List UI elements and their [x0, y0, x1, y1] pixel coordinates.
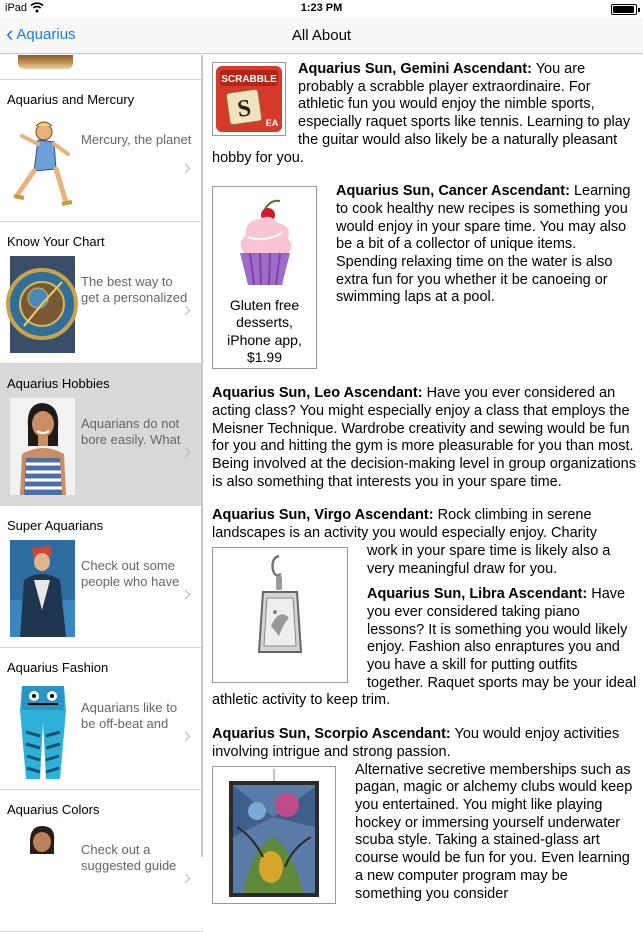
chevron-right-icon — [181, 164, 191, 174]
paragraph-body: You would enjoy activities involving intrigue and strong passion. Alternative secretive memberships such as pagan, magic or alchemy clubs would keep you entertained. You might like playing hockey or immersing yourself underwater scuba style. Taking a stained-glass art course would be fun for you. Even learning a new computer program may be something you consider — [212, 726, 632, 901]
paragraph-heading: Aquarius Sun, Leo Ascendant: — [212, 385, 423, 402]
paragraph-body: Rock climbing in serene landscapes is an activity you would especially enjoy. Charity work in your spare time is likely also a very meaningful draw for you. — [212, 507, 610, 576]
sidebar-item-snippet: Mercury, the planet — [81, 132, 192, 147]
paragraph-leo — [212, 385, 637, 491]
paragraph-scorpio — [212, 726, 637, 907]
sidebar-item-aquarius-fashion[interactable] — [0, 648, 203, 790]
sidebar-item-snippet: Check out a suggested guide — [81, 842, 177, 873]
svg-text:S: S — [235, 95, 253, 123]
paragraph-body: Have you ever considered an acting class? You might especially enjoy a class that employs the Meisner Technique. Wardrobe creativity and sewing would be fun for you and hitting the gym is more pleasurable for you than most. Being involved at the decision-making level in group organizations is also something that interests you in your spare time. — [212, 385, 636, 490]
gluten-free-ad[interactable] — [212, 186, 317, 369]
svg-text:SCRABBLE: SCRABBLE — [221, 74, 277, 85]
status-bar — [0, 0, 643, 18]
chevron-right-icon — [181, 590, 191, 600]
svg-text:EA: EA — [265, 118, 279, 128]
sidebar-item-title: Aquarius Hobbies — [7, 376, 110, 391]
sidebar-item-title: Super Aquarians — [7, 518, 104, 533]
paragraph-heading: Aquarius Sun, Libra Ascendant: — [367, 586, 588, 603]
paragraph-heading: Aquarius Sun, Scorpio Ascendant: — [212, 726, 451, 743]
split-divider[interactable] — [201, 55, 203, 857]
battery-icon — [611, 4, 637, 15]
device-label: iPad — [5, 2, 28, 14]
sidebar-item-snippet: Aquarians like to be off-beat and — [81, 700, 178, 731]
sidebar[interactable] — [0, 55, 203, 873]
paragraph-heading: Aquarius Sun, Gemini Ascendant: — [298, 61, 532, 77]
monster-leggings-thumbnail — [10, 682, 75, 779]
sidebar-item-snippet: Check out some people who have — [81, 558, 180, 589]
astronomical-clock-thumbnail — [10, 256, 75, 353]
article-content[interactable] — [205, 55, 643, 902]
sidebar-item-aquarius-and-mercury[interactable] — [0, 80, 203, 222]
sidebar-item-title: Aquarius Colors — [7, 802, 100, 817]
chevron-left-icon: ‹ — [6, 21, 14, 46]
charm-pendant-icon — [213, 548, 347, 682]
woman-colors-thumbnail — [10, 824, 75, 921]
paragraph-body: Have you ever considered taking piano lessons? It is something you would likely enjoy. Fashion also enraptures you and you have a skill for putting outfits together. Raquet sports may be your ideal athletic activity to keep trim. — [212, 586, 637, 709]
sidebar-item-title: Aquarius and Mercury — [7, 92, 135, 107]
chevron-right-icon — [181, 448, 191, 458]
woman-portrait-thumbnail — [10, 398, 75, 495]
paragraph-cancer — [212, 183, 637, 373]
partial-thumbnail — [18, 55, 73, 69]
sidebar-item-know-your-chart[interactable] — [0, 222, 203, 364]
paragraph-gemini — [212, 61, 637, 167]
chevron-right-icon — [181, 306, 191, 316]
stained-glass-image[interactable] — [212, 766, 336, 904]
chevron-right-icon — [181, 874, 191, 884]
navigation-bar — [0, 18, 643, 54]
page-title: All About — [291, 27, 352, 44]
clock: 1:23 PM — [300, 2, 343, 14]
chevron-right-icon — [181, 732, 191, 742]
sidebar-item-snippet: Aquarians do not bore easily. What — [81, 416, 181, 447]
paragraph-virgo-libra — [212, 507, 637, 710]
stained-glass-icon — [213, 767, 335, 903]
sidebar-item-title: Know Your Chart — [7, 234, 105, 249]
paragraph-body: Learning to cook healthy new recipes is something you would enjoy in your spare time. You may also be a bit of a collector of unique items. Spending relaxing time on the water is also extra fun for you whether it be canoeing or swimming laps at a pool. — [336, 183, 631, 306]
sidebar-item-super-aquarians[interactable] — [0, 506, 203, 648]
scrabble-logo-icon — [216, 66, 282, 132]
paragraph-heading: Aquarius Sun, Cancer Ascendant: — [336, 183, 570, 200]
sidebar-item-snippet: The best way to get a personalized — [81, 274, 188, 305]
scrabble-app-image[interactable] — [212, 62, 286, 136]
angel-charm-image[interactable] — [212, 547, 348, 683]
sidebar-item-aquarius-hobbies[interactable] — [0, 364, 203, 506]
mercury-figure-thumbnail — [10, 114, 75, 211]
paragraph-body: You are probably a scrabble player extraordinaire. For athletic fun you would enjoy the nimble sports, especially raquet sports like tennis. Learning to play the guitar would also likely be a naturally pleasant hobby for you. — [212, 61, 631, 166]
sidebar-item-title: Aquarius Fashion — [7, 660, 109, 675]
ad-caption: Gluten free desserts, iPhone app, $1.99 — [227, 296, 302, 366]
paragraph-heading: Aquarius Sun, Virgo Ascendant: — [212, 507, 434, 524]
sidebar-item-aquarius-colors[interactable] — [0, 790, 203, 932]
cupcake-icon — [230, 193, 300, 291]
back-button-label: Aquarius — [16, 25, 76, 43]
performer-thumbnail — [10, 540, 75, 637]
